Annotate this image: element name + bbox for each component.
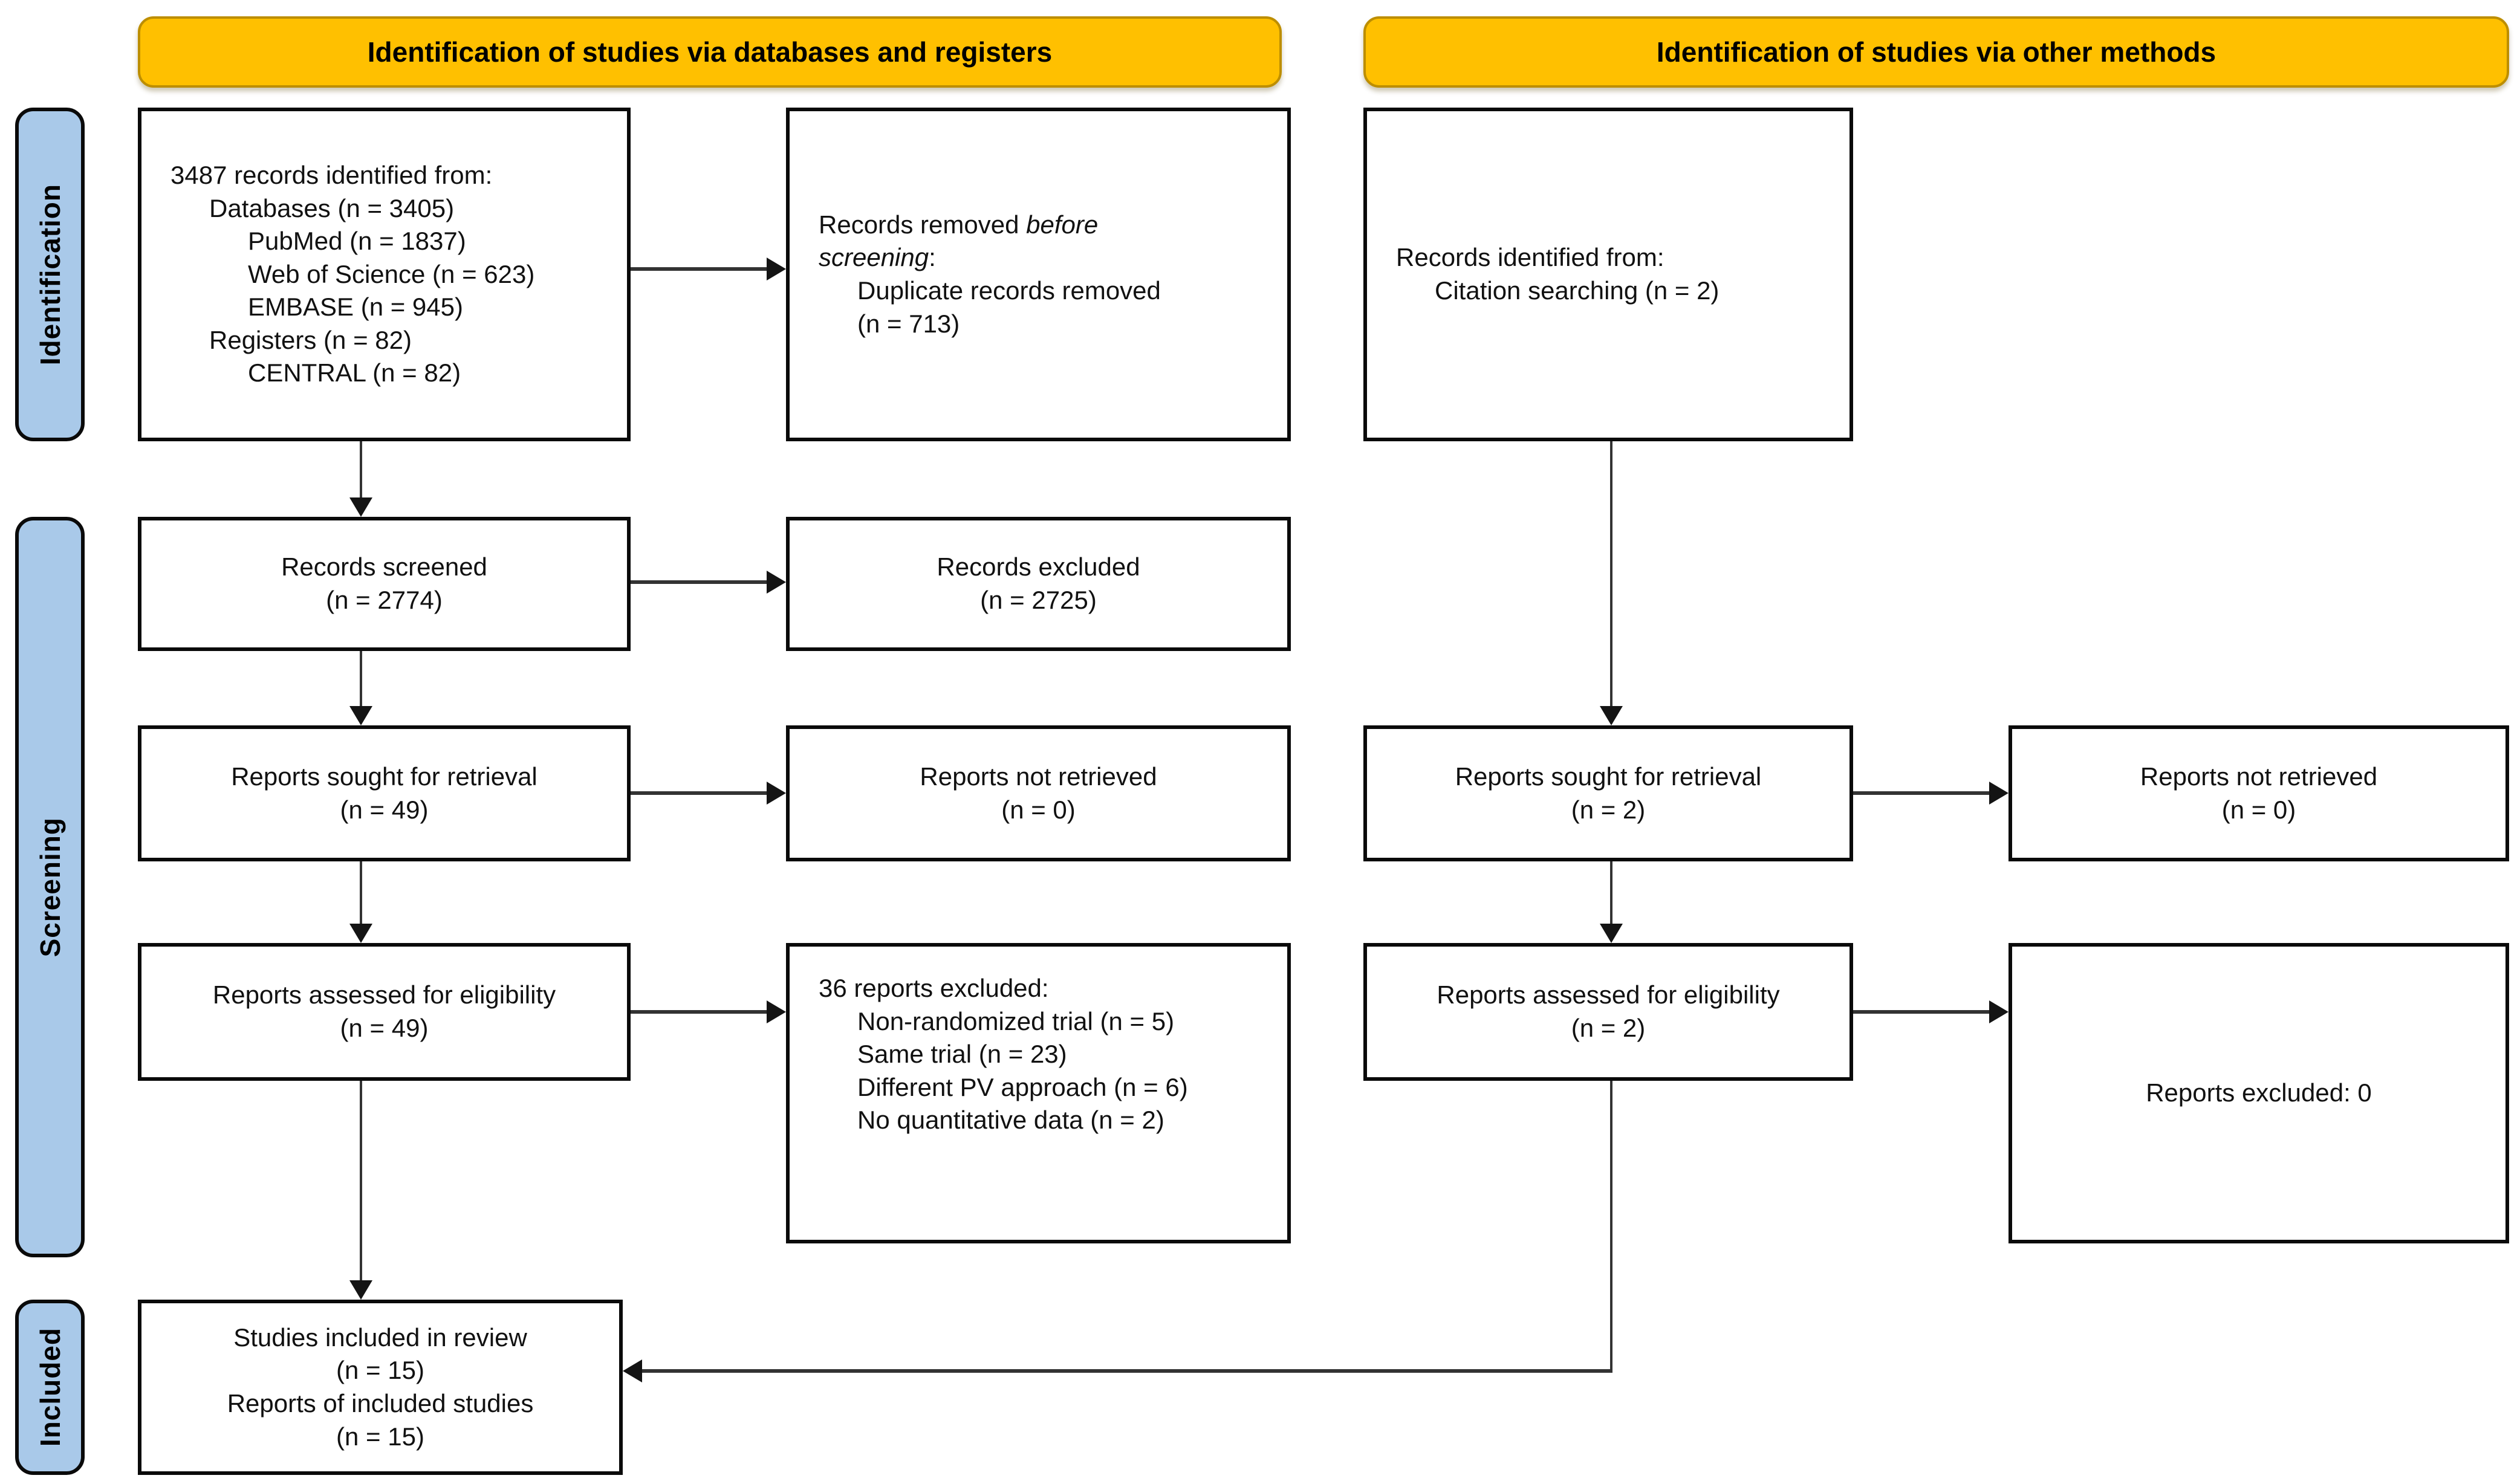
text-line: Reports sought for retrieval [1455,762,1762,791]
arrow-sought-other-to-assessed-other [1610,861,1612,924]
text-line: (n = 49) [340,1014,429,1042]
text-line: Records excluded [937,552,1140,582]
stage-label-screening [15,517,85,1257]
arrowhead-right-icon [767,258,786,280]
text-line: EMBASE (n = 945) [248,293,463,322]
text-line: Reports not retrieved [920,762,1157,791]
arrow-assessed-other-to-excluded-other [1853,1010,1990,1014]
text-line: Reports excluded: 0 [2146,1078,2372,1107]
banner-other-methods-label: Identification of studies via other methods [1656,36,2216,68]
text-line: CENTRAL (n = 82) [248,358,461,387]
text-line: 36 reports excluded: [819,974,1049,1002]
arrowhead-left-icon [623,1359,642,1382]
text-line: Studies included in review [233,1323,527,1352]
text-line: Reports of included studies [227,1389,534,1418]
stage-label-identification-text: Identification [34,183,66,366]
arrow-assessed-to-included [360,1081,362,1280]
stage-label-screening-text: Screening [34,817,66,957]
stage-label-included-text: Included [34,1327,66,1447]
arrowhead-right-icon [1989,1000,2009,1023]
text-line: Reports sought for retrieval [231,762,537,791]
text-line: Databases (n = 3405) [209,193,455,222]
arrowhead-right-icon [767,1000,786,1023]
text-line: Web of Science (n = 623) [248,259,535,288]
box-studies-included [138,1300,623,1475]
text-line: (n = 0) [2221,795,2296,824]
text-line: (n = 49) [340,795,429,824]
text-line: Reports not retrieved [2140,762,2378,791]
arrowhead-right-icon [1989,782,2009,805]
arrowhead-down-icon [349,497,372,517]
box-reports-sought-other [1363,725,1853,861]
arrowhead-right-icon [767,571,786,594]
text-line: (n = 713) [857,309,960,338]
arrow-screened-to-sought [360,651,362,706]
arrow-assessed-other-elbow-horizontal [642,1369,1612,1373]
text-line: Same trial (n = 23) [857,1040,1067,1069]
text-line: Different PV approach (n = 6) [857,1072,1188,1101]
text-line: Records screened [281,552,487,582]
stage-label-identification [15,108,85,441]
arrowhead-down-icon [1600,706,1623,725]
box-records-excluded [786,517,1291,651]
text-line: Reports assessed for eligibility [1437,980,1780,1009]
box-records-removed-before-screening [786,108,1291,441]
banner-other-methods [1363,16,2509,88]
box-records-identified-other [1363,108,1853,441]
box-records-screened [138,517,631,651]
text-line: Citation searching (n = 2) [1435,276,1720,305]
stage-label-included [15,1300,85,1475]
arrow-identified-to-removed [631,267,768,271]
arrow-identified-to-screened [360,441,362,497]
arrowhead-right-icon [767,782,786,805]
text-line: Reports assessed for eligibility [212,980,556,1009]
arrow-assessed-to-excluded-reports [631,1010,768,1014]
text-line: No quantitative data (n = 2) [857,1106,1164,1135]
arrow-sought-other-to-not-retrieved-other [1853,791,1990,795]
box-records-identified-databases [138,108,631,441]
banner-databases-registers [138,16,1282,88]
text-line: PubMed (n = 1837) [248,227,466,256]
banner-databases-registers-label: Identification of studies via databases and registers [367,36,1053,68]
text-line: Records identified from: [1396,243,1664,272]
arrowhead-down-icon [1600,924,1623,943]
arrowhead-down-icon [349,924,372,943]
arrow-sought-to-not-retrieved [631,791,768,795]
box-reports-sought-databases [138,725,631,861]
text-line: (n = 0) [1001,795,1076,824]
arrowhead-down-icon [349,706,372,725]
arrowhead-down-icon [349,1280,372,1300]
box-reports-not-retrieved-other [2009,725,2509,861]
text-line: (n = 2774) [326,586,443,614]
text-line: (n = 15) [336,1422,424,1451]
text-line: (n = 2) [1571,795,1646,824]
text-line: Non-randomized trial (n = 5) [857,1006,1175,1035]
text-line: (n = 15) [336,1356,424,1385]
text-line: Registers (n = 82) [209,325,412,354]
text-line: Records removed before [819,210,1099,239]
box-reports-assessed-databases [138,943,631,1081]
box-reports-assessed-other [1363,943,1853,1081]
arrow-assessed-other-elbow-vertical [1610,1081,1612,1372]
text-line: Duplicate records removed [857,276,1161,305]
arrow-screened-to-excluded [631,580,768,584]
box-reports-excluded-databases [786,943,1291,1243]
arrow-identified-other-to-sought-other [1610,441,1612,706]
text-line: 3487 records identified from: [170,160,493,189]
text-line: (n = 2725) [980,586,1097,614]
arrow-sought-to-assessed [360,861,362,924]
box-reports-excluded-other [2009,943,2509,1243]
box-reports-not-retrieved-databases [786,725,1291,861]
text-line: screening: [819,243,936,272]
text-line: (n = 2) [1571,1014,1646,1042]
